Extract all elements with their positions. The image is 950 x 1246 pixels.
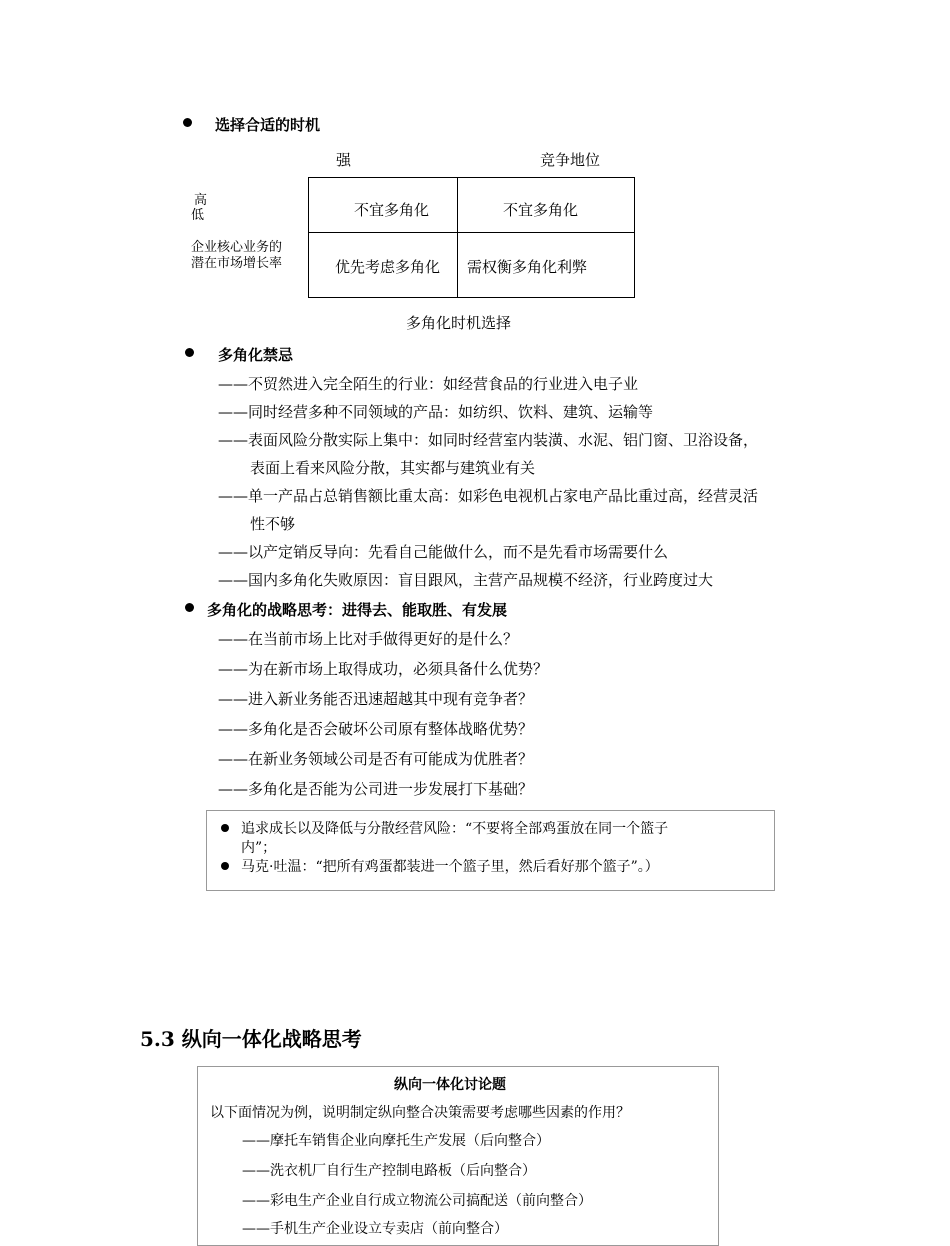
- taboo-item-continuation: 表面上看来风险分散，其实都与建筑业有关: [250, 459, 536, 477]
- matrix-row-label-2: 潜在市场增长率: [191, 256, 283, 271]
- strategy-item: ——为在新市场上取得成功，必须具备什么优势？: [218, 660, 549, 678]
- matrix-row-high: 高: [194, 193, 208, 208]
- taboo-item-continuation: 性不够: [250, 515, 296, 533]
- discussion-item: ——手机生产企业设立专卖店（前向整合）: [242, 1221, 508, 1237]
- matrix-divider-horizontal: [309, 232, 634, 233]
- taboo-item: ——表面风险分散实际上集中：如同时经营室内装潢、水泥、铝门窗、卫浴设备，: [218, 431, 759, 449]
- taboo-item: ——同时经营多种不同领域的产品：如纺织、饮料、建筑、运输等: [218, 403, 654, 421]
- taboo-item: ——不贸然进入完全陌生的行业：如经营食品的行业进入电子业: [218, 375, 639, 393]
- discussion-box: [197, 1066, 719, 1246]
- bullet-icon: [183, 118, 192, 127]
- matrix-caption: 多角化时机选择: [406, 314, 512, 332]
- bullet-icon: [221, 862, 229, 870]
- strategy-item: ——在新业务领域公司是否有可能成为优胜者？: [218, 750, 534, 768]
- taboo-item: ——国内多角化失败原因：盲目跟风，主营产品规模不经济，行业跨度过大: [218, 571, 714, 589]
- strategy-item: ——进入新业务能否迅速超越其中现有竞争者？: [218, 690, 534, 708]
- bullet-icon: [185, 603, 194, 612]
- matrix-row-label-1: 企业核心业务的: [191, 240, 283, 255]
- quote-box: [206, 810, 775, 891]
- matrix-col-label: 竞争地位: [540, 151, 601, 169]
- matrix-cell-bottom-right: 需权衡多角化利弊: [467, 258, 588, 276]
- taboo-item: ——单一产品占总销售额比重太高：如彩色电视机占家电产品比重过高，经营灵活: [218, 487, 759, 505]
- bullet-icon: [185, 348, 194, 357]
- strategy-heading: 多角化的战略思考：进得去、能取胜、有发展: [207, 601, 508, 619]
- discussion-item: ——摩托车销售企业向摩托生产发展（后向整合）: [242, 1133, 550, 1149]
- quote-1-line-2: 内”；: [241, 840, 277, 856]
- matrix-cell-bottom-left: 优先考虑多角化: [335, 258, 441, 276]
- quote-1-line-1: 追求成长以及降低与分散经营风险：“不要将全部鸡蛋放在同一个篮子: [241, 821, 669, 837]
- matrix-cell-top-right: 不宜多角化: [503, 201, 579, 219]
- diversification-timing-matrix: [308, 177, 635, 298]
- taboos-heading: 多角化禁忌: [218, 346, 294, 364]
- strategy-item: ——多角化是否会破坏公司原有整体战略优势？: [218, 720, 534, 738]
- matrix-cell-top-left: 不宜多角化: [354, 201, 430, 219]
- discussion-item: ——洗衣机厂自行生产控制电路板（后向整合）: [242, 1163, 536, 1179]
- discussion-intro: 以下面情况为例，说明制定纵向整合决策需要考虑哪些因素的作用？: [210, 1105, 630, 1121]
- section-title: 5.3 纵向一体化战略思考: [140, 1027, 362, 1051]
- matrix-divider-vertical: [457, 178, 458, 297]
- taboo-item: ——以产定销反导向：先看自己能做什么，而不是先看市场需要什么: [218, 543, 669, 561]
- strategy-item: ——多角化是否能为公司进一步发展打下基础？: [218, 780, 534, 798]
- strategy-item: ——在当前市场上比对手做得更好的是什么？: [218, 630, 519, 648]
- quote-2: 马克·吐温：“把所有鸡蛋都装进一个篮子里，然后看好那个篮子”。）: [241, 859, 659, 875]
- discussion-item: ——彩电生产企业自行成立物流公司搞配送（前向整合）: [242, 1193, 592, 1209]
- bullet-icon: [221, 824, 229, 832]
- matrix-row-low: 低: [191, 208, 205, 223]
- matrix-col-strong: 强: [336, 151, 352, 169]
- discussion-title: 纵向一体化讨论题: [394, 1077, 506, 1093]
- timing-heading: 选择合适的时机: [215, 116, 321, 134]
